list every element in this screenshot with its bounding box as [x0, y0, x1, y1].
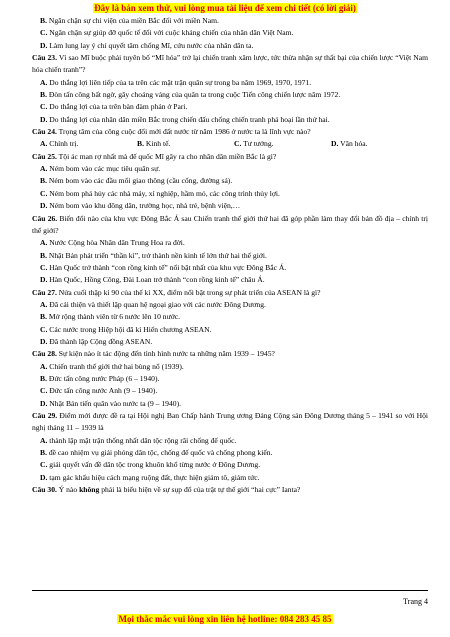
answer-option	[32, 311, 428, 323]
option-label: A.	[40, 139, 48, 149]
option-text: Tư tưởng.	[241, 139, 274, 149]
option-text: Ném bom vào các mục tiêu quân sự.	[47, 164, 161, 174]
answer-option	[32, 398, 428, 410]
option-label: B.	[40, 448, 47, 458]
answer-option	[32, 336, 428, 348]
answer-option	[234, 138, 331, 150]
question-number: Câu 26.	[32, 213, 58, 223]
answer-option	[32, 361, 428, 373]
question-text: Vì sao Mĩ buộc phải tuyên bố “Mĩ hóa” trở lại chiến tranh xâm lược, tức thừa nhận sự thất bại của chiến lược “Việt Nam hóa chiến tranh”?	[32, 53, 428, 75]
question-text: Nửa cuối thập kỉ 90 của thế kỉ XX, điểm nổi bật trong sự phát triển của ASEAN là gì?	[56, 287, 321, 297]
question-text: phải là biểu hiện về sự sụp đổ của trật tự thế giới “hai cực” Ianta?	[99, 485, 301, 495]
option-text: Mở rộng thành viên từ 6 nước lên 10 nước.	[46, 312, 180, 322]
option-text: giải quyết vấn đề dân tộc trong khuôn khổ từng nước ở Đông Dương.	[47, 460, 261, 470]
option-label: C.	[40, 102, 48, 112]
option-label: A.	[40, 435, 48, 445]
option-label: D.	[331, 139, 339, 149]
option-text: Đức tấn công nước Anh (9 – 1940).	[47, 386, 158, 396]
option-text: thành lập mặt trận thống nhất dân tộc rộng rãi chống đế quốc.	[47, 435, 237, 445]
question	[32, 151, 428, 163]
question	[32, 126, 428, 138]
answer-option	[32, 250, 428, 262]
question-number: Câu 24.	[32, 127, 57, 137]
question-number: Câu 29.	[32, 411, 58, 420]
option-label: C.	[40, 262, 48, 272]
question	[32, 410, 428, 435]
answer-option	[32, 459, 428, 471]
question	[32, 348, 428, 360]
question	[32, 52, 428, 77]
question-text: Trọng tâm của công cuộc đổi mới đất nước từ năm 1986 ở nước ta là lĩnh vực nào?	[56, 127, 311, 137]
option-text: Nhật Bản phát triển “thần kì”, trở thành nền kinh tế lớn thứ hai thế giới.	[46, 250, 267, 260]
answer-option	[32, 163, 428, 175]
answer-option	[32, 15, 428, 27]
option-text: Chính trị.	[47, 139, 79, 149]
question	[32, 213, 428, 238]
preview-banner	[0, 2, 450, 14]
option-text: Đòn tấn công bất ngờ, gây choáng váng của quân ta trong cuộc Tiến công chiến lược năm 1972.	[46, 90, 341, 100]
option-text: Do thắng lợi liên tiếp của ta trên các mặt trận quân sự trong ba năm 1969, 1970, 1971.	[47, 77, 312, 87]
option-text: Nhật Bản tiến quân vào nước ta (9 – 1940).	[47, 398, 181, 408]
option-label: C.	[40, 460, 48, 470]
option-label: D.	[40, 275, 48, 285]
answer-option	[32, 274, 428, 286]
option-text: Ngăn chặn sự giúp đỡ quốc tế đối với cuộc kháng chiến của nhân dân Việt Nam.	[47, 28, 294, 38]
question-text: Biến đổi nào của khu vực Đông Bắc Á sau Chiến tranh thế giới thứ hai đã góp phần làm thay đổi bản đồ địa – chính trị thế giới?	[32, 213, 428, 235]
option-text: Ngăn chặn sự chi viện của miền Bắc đối với miền Nam.	[46, 16, 219, 25]
answer-option	[137, 138, 234, 150]
option-text: Đã thành lập Cộng đồng ASEAN.	[47, 336, 153, 346]
option-text: Hàn Quốc trở thành “con rồng kinh tế” nổi bật nhất của khu vực Đông Bắc Á.	[47, 262, 287, 272]
option-label: D.	[40, 398, 48, 408]
answer-option	[32, 472, 428, 484]
option-label: D.	[40, 472, 48, 482]
option-text: Văn hóa.	[338, 139, 368, 149]
question-number: Câu 28.	[32, 349, 57, 359]
option-label: D.	[40, 201, 48, 211]
option-text: Hàn Quốc, Hồng Công, Đài Loan trở thành “con rồng kinh tế” châu Á.	[47, 275, 265, 285]
option-label: C.	[234, 139, 242, 149]
answer-option	[32, 447, 428, 459]
question-emphasis: không	[79, 485, 100, 495]
option-text: đề cao nhiệm vụ giải phóng dân tộc, chống đế quốc và chống phong kiến.	[46, 448, 273, 458]
option-text: Các nước trong Hiệp hội đã kí Hiến chương ASEAN.	[47, 324, 212, 334]
option-label: A.	[40, 361, 48, 371]
option-label: A.	[40, 299, 48, 309]
option-label: B.	[40, 312, 47, 322]
answer-option	[32, 435, 428, 447]
option-text: Kinh tế.	[143, 139, 171, 149]
answer-option	[40, 138, 137, 150]
option-label: B.	[137, 139, 144, 149]
answer-option	[32, 373, 428, 385]
option-label: C.	[40, 28, 48, 38]
answer-option	[32, 77, 428, 89]
answer-option	[32, 89, 428, 101]
option-label: C.	[40, 188, 48, 198]
question-text: Ý nào	[56, 485, 80, 495]
option-label: A.	[40, 77, 48, 87]
option-text: Đã cải thiện và thiết lập quan hệ ngoại giao với các nước Đông Dương.	[47, 299, 266, 309]
option-label: C.	[40, 386, 48, 396]
answer-option	[32, 114, 428, 126]
question	[32, 287, 428, 299]
option-label: D.	[40, 40, 48, 50]
footer-divider	[32, 590, 428, 591]
answer-option	[32, 40, 428, 52]
answer-option	[331, 138, 428, 150]
question-text: Sự kiện nào ít tác động đến tình hình nước ta những năm 1939 – 1945?	[56, 349, 275, 359]
answer-option	[32, 237, 428, 249]
option-label: D.	[40, 114, 48, 124]
question-text: Tội ác man rợ nhất mà đế quốc Mĩ gây ra cho nhân dân miền Bắc là gì?	[56, 151, 277, 161]
answer-option	[32, 385, 428, 397]
answer-option	[32, 27, 428, 39]
option-text: Ném bom vào các đầu mối giao thông (cầu cống, đường sá).	[46, 176, 233, 186]
answer-option	[32, 262, 428, 274]
option-label: B.	[40, 250, 47, 260]
question	[32, 484, 428, 496]
question-number: Câu 23.	[32, 53, 57, 63]
answer-option	[32, 101, 428, 113]
exam-content	[32, 15, 428, 496]
option-text: Do thắng lợi của nhân dân miền Bắc trong chiến đấu chống chiến tranh phá hoại lần thứ hai.	[47, 114, 330, 124]
option-label: C.	[40, 324, 48, 334]
hotline-text: Mọi thắc mắc vui lòng xin liên hệ hotline: 084 283 45 85	[118, 614, 332, 624]
question-number: Câu 27.	[32, 287, 57, 297]
page-number: Trang 4	[403, 597, 428, 606]
option-text: Ném bom phá hủy các nhà máy, xí nghiệp, hầm mỏ, các công trình thủy lợi.	[47, 188, 280, 198]
option-text: Nước Cộng hòa Nhân dân Trung Hoa ra đời.	[47, 238, 185, 248]
option-label: B.	[40, 16, 47, 25]
option-label: B.	[40, 90, 47, 100]
option-label: B.	[40, 176, 47, 186]
answer-options-row	[32, 138, 428, 150]
preview-banner-text: Đây là bản xem thử, vui lòng mua tài liệu để xem chi tiết (có lời giải)	[94, 3, 356, 13]
option-text: Đức tấn công nước Pháp (6 – 1940).	[46, 373, 160, 383]
option-text: tạm gác khẩu hiệu cách mạng ruộng đất, thực hiện giảm tô, giảm tức.	[47, 472, 260, 482]
question-number: Câu 25.	[32, 151, 57, 161]
answer-option	[32, 175, 428, 187]
option-label: A.	[40, 164, 48, 174]
option-label: A.	[40, 238, 48, 248]
answer-option	[32, 324, 428, 336]
option-text: Chiến tranh thế giới thứ hai bùng nổ (1939).	[47, 361, 184, 371]
answer-option	[32, 188, 428, 200]
option-text: Ném bom vào khu đông dân, trường học, nhà trẻ, bệnh viện,…	[47, 201, 241, 211]
question-number: Câu 30.	[32, 485, 57, 495]
option-label: B.	[40, 373, 47, 383]
question-text: Điểm mới được đề ra tại Hội nghị Ban Chấp hành Trung ương Đảng Cộng sản Đông Dương tháng 5 – 1941 so với Hội nghị tháng 11 – 1939 là	[32, 411, 428, 433]
option-label: D.	[40, 336, 48, 346]
answer-option	[32, 299, 428, 311]
answer-option	[32, 200, 428, 212]
option-text: Làm lung lay ý chí quyết tâm chống Mĩ, cứu nước của nhân dân ta.	[47, 40, 254, 50]
hotline-footer	[0, 613, 450, 625]
option-text: Do thắng lợi của ta trên bàn đàm phán ở Pari.	[47, 102, 188, 112]
